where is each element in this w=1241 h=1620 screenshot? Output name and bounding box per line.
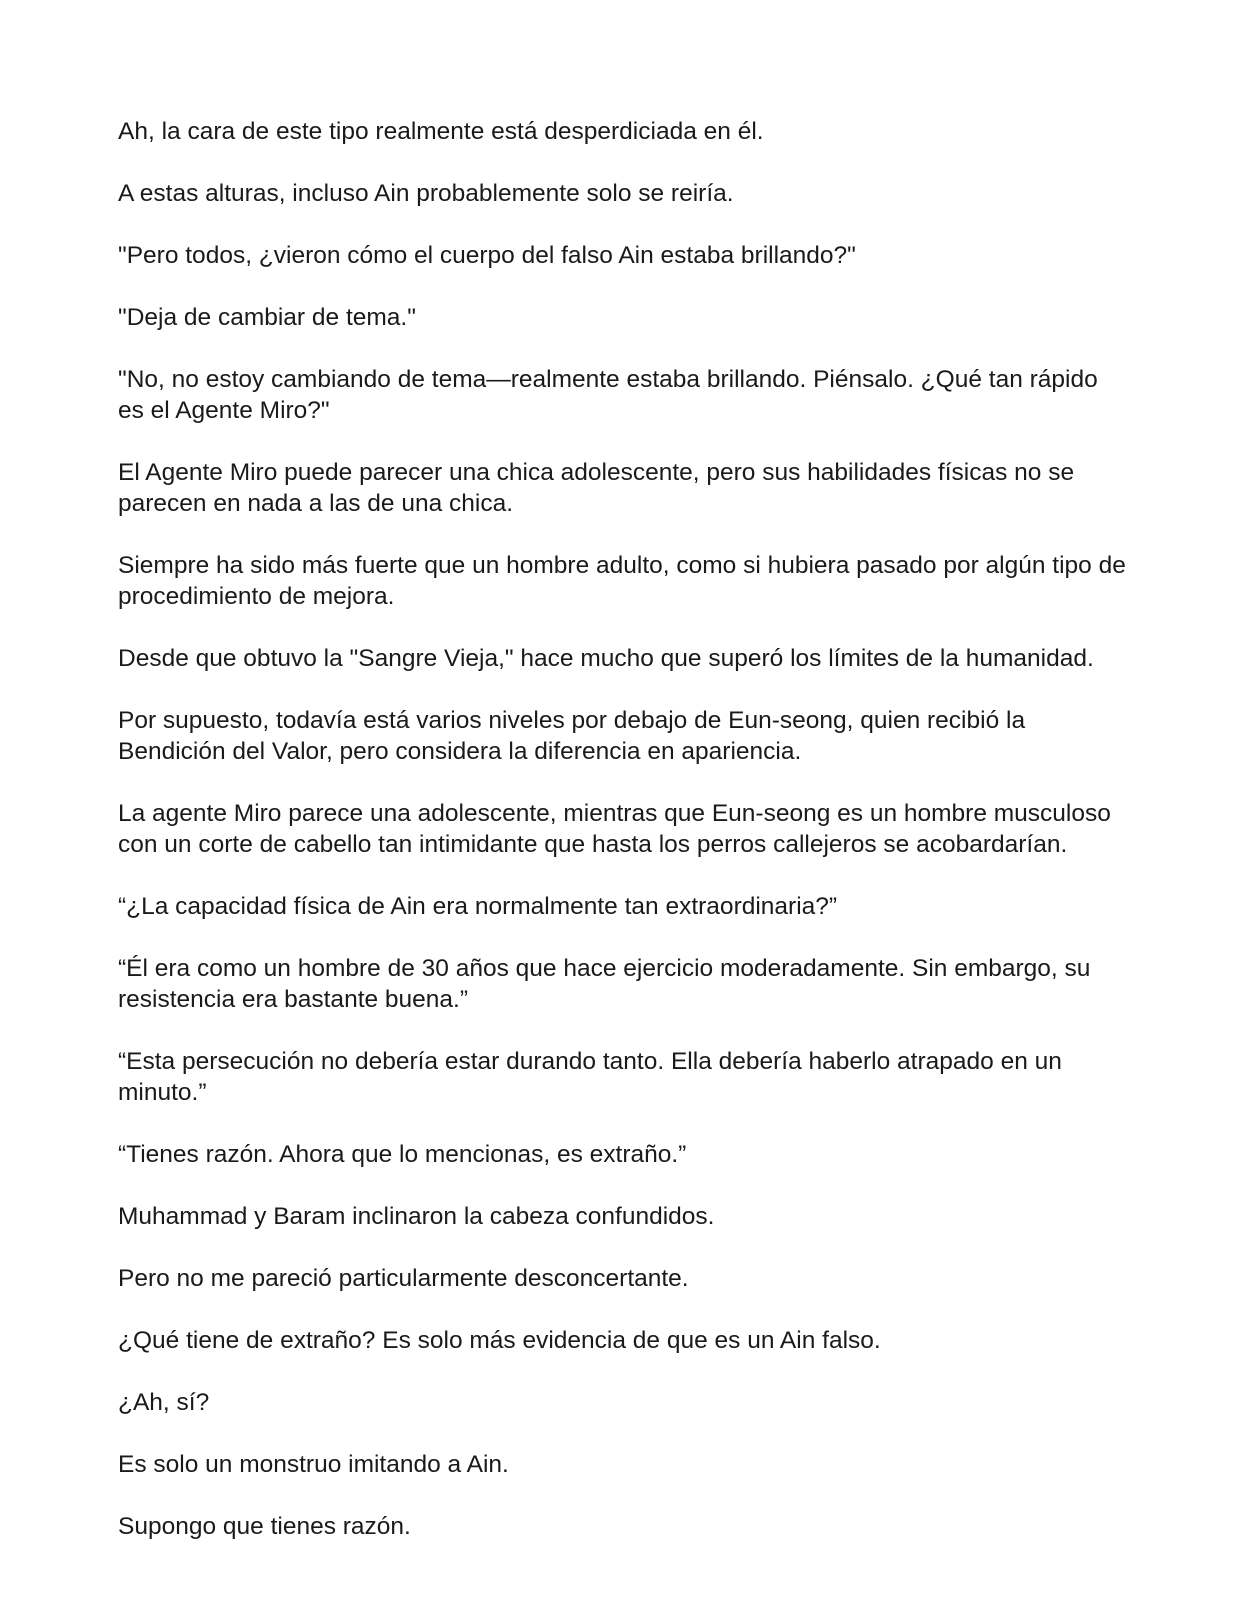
paragraph: Pero no me pareció particularmente desconcertante.: [118, 1265, 689, 1292]
paragraph: “Él era como un hombre de 30 años que hace ejercicio moderadamente. Sin embargo, su resistencia era bastante buena.”: [118, 955, 1091, 1013]
paragraph: “Tienes razón. Ahora que lo mencionas, es extraño.”: [118, 1141, 687, 1168]
text-body: [118, 116, 1128, 1573]
paragraph: El Agente Miro puede parecer una chica adolescente, pero sus habilidades físicas no se parecen en nada a las de una chica.: [118, 459, 1075, 517]
paragraph: Muhammad y Baram inclinaron la cabeza confundidos.: [118, 1203, 715, 1230]
paragraph: “Esta persecución no debería estar durando tanto. Ella debería haberlo atrapado en un minuto.”: [118, 1048, 1062, 1106]
paragraph: La agente Miro parece una adolescente, mientras que Eun-seong es un hombre musculoso con un corte de cabello tan intimidante que hasta los perros callejeros se acobardarían.: [118, 800, 1111, 858]
paragraph: "Pero todos, ¿vieron cómo el cuerpo del falso Ain estaba brillando?": [118, 242, 856, 269]
paragraph: "Deja de cambiar de tema.": [118, 304, 416, 331]
paragraph: Siempre ha sido más fuerte que un hombre adulto, como si hubiera pasado por algún tipo de procedimiento de mejora.: [118, 552, 1126, 610]
paragraph: Es solo un monstruo imitando a Ain.: [118, 1451, 509, 1478]
paragraph: Supongo que tienes razón.: [118, 1513, 411, 1540]
paragraph: Desde que obtuvo la "Sangre Vieja," hace mucho que superó los límites de la humanidad.: [118, 645, 1094, 672]
paragraph: “¿La capacidad física de Ain era normalmente tan extraordinaria?”: [118, 893, 838, 920]
paragraph: ¿Ah, sí?: [118, 1389, 210, 1416]
paragraph: ¿Qué tiene de extraño? Es solo más evidencia de que es un Ain falso.: [118, 1327, 881, 1354]
paragraph: Por supuesto, todavía está varios niveles por debajo de Eun-seong, quien recibió la Bendición del Valor, pero considera la diferencia en apariencia.: [118, 707, 1026, 765]
paragraph: "No, no estoy cambiando de tema—realmente estaba brillando. Piénsalo. ¿Qué tan rápido es el Agente Miro?": [118, 366, 1098, 424]
paragraph: Ah, la cara de este tipo realmente está desperdiciada en él.: [118, 118, 764, 145]
paragraph: A estas alturas, incluso Ain probablemente solo se reiría.: [118, 180, 734, 207]
